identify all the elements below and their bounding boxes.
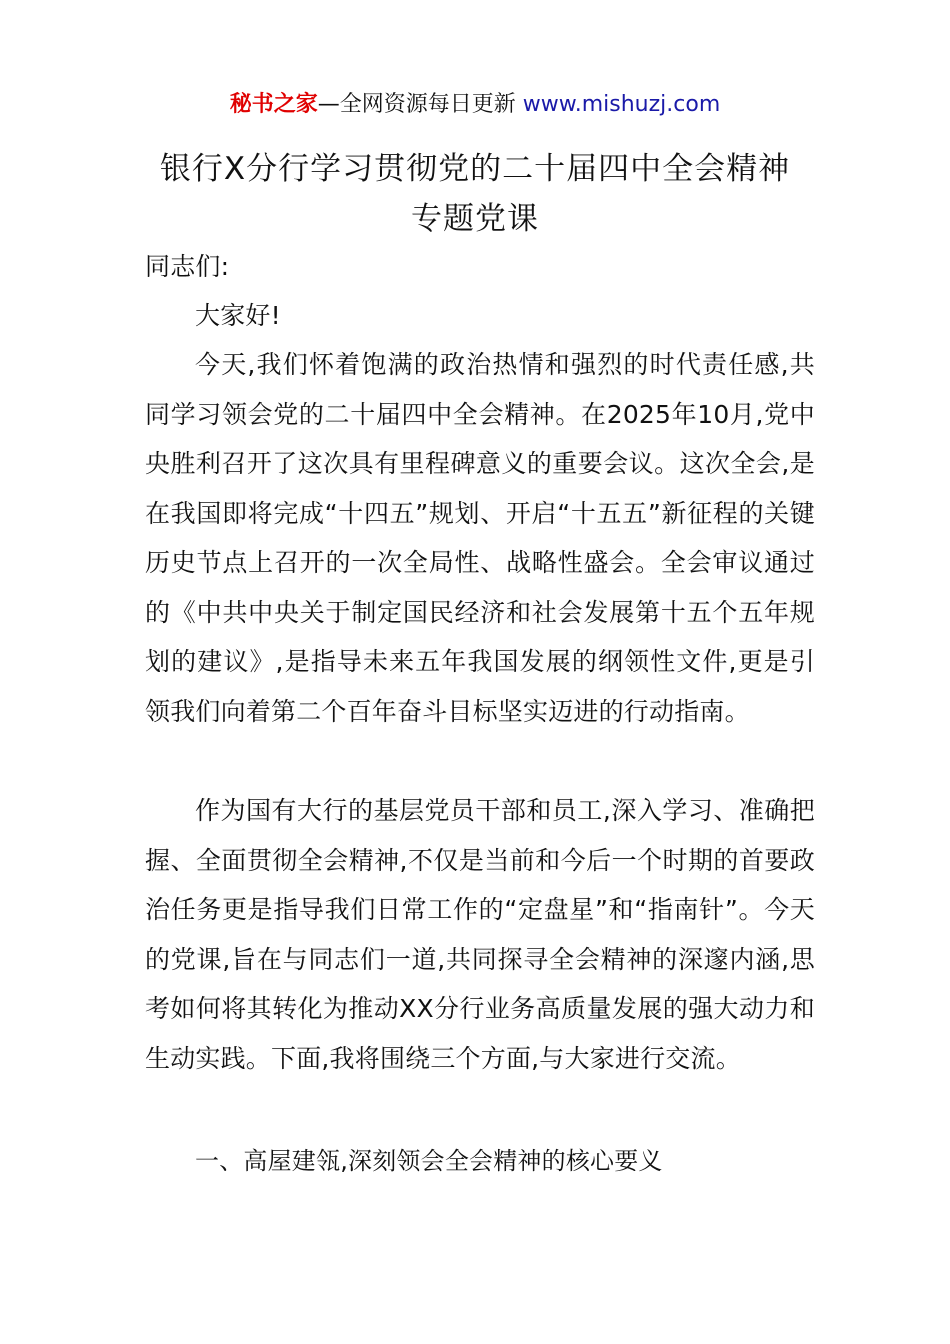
paragraph: 今天,我们怀着饱满的政治热情和强烈的时代责任感,共同学习领会党的二十届四中全会精神。在2025年10月,党中央胜利召开了这次具有里程碑意义的重要会议。这次全会,是在我国即将完成“十四五”规划、开启“十五五”新征程的关键历史节点上召开的一次全局性、战略性盛会。全会审议通过的《中共中央关于制定国民经济和社会发展第十五个五年规划的建议》,是指导未来五年我国发展的纲领性文件,更是引领我们向着第二个百年奋斗目标坚实迈进的行动指南。 <box>145 350 815 726</box>
paragraph: 作为国有大行的基层党员干部和员工,深入学习、准确把握、全面贯彻全会精神,不仅是当前和今后一个时期的首要政治任务更是指导我们日常工作的“定盘星”和“指南针”。今天的党课,旨在与同志们一道,共同探寻全会精神的深邃内涵,思考如何将其转化为推动XX分行业务高质量发展的强大动力和生动实践。下面,我将围绕三个方面,与大家进行交流。 <box>145 796 815 1073</box>
site-slogan: —全网资源每日更新 <box>317 92 516 117</box>
document-title-line-1: 银行X分行学习贯彻党的二十届四中全会精神 <box>159 151 791 187</box>
site-banner <box>0 88 950 122</box>
section-heading: 一、高屋建瓴,深刻领会全会精神的核心要义 <box>195 1147 663 1175</box>
greeting: 大家好! <box>195 301 281 330</box>
document-title-line-2: 专题党课 <box>411 201 539 237</box>
site-url-link[interactable]: www.mishuzj.com <box>522 92 721 117</box>
site-name: 秘书之家 <box>229 92 318 117</box>
salutation: 同志们: <box>145 252 230 281</box>
